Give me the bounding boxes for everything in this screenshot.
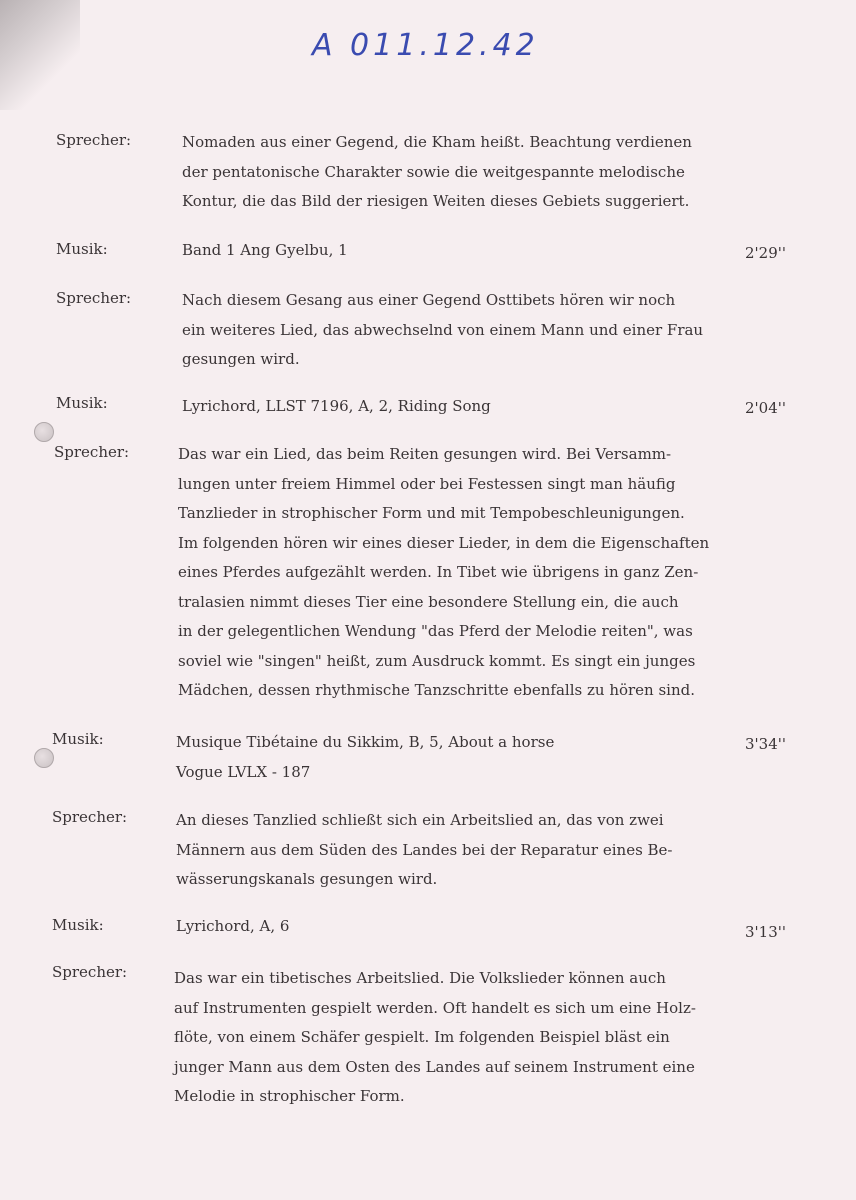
entry-text: Musique Tibétaine du Sikkim, B, 5, About a horse Vogue LVLX - 187 — [176, 733, 555, 781]
entry-label: Sprecher: — [56, 131, 132, 149]
entry-duration: 2'04'' — [744, 399, 786, 417]
entry-label: Sprecher: — [54, 443, 130, 461]
entry-text: Nomaden aus einer Gegend, die Kham heißt. Beachtung verdienen der pentatonische Charakter sowie die weitgespannte melodische Kontur, die das Bild der riesigen Weiten dieses Gebiets suggeriert. — [182, 133, 692, 210]
entry-duration: 2'29'' — [744, 244, 786, 262]
entry-label: Sprecher: — [56, 289, 132, 307]
entry-duration: 3'13'' — [744, 923, 786, 941]
entry-duration: 3'34'' — [744, 735, 786, 753]
scan-corner-shadow — [0, 0, 80, 110]
entry-label: Musik: — [56, 240, 108, 258]
punch-hole — [34, 748, 54, 768]
entry-label: Musik: — [52, 730, 104, 748]
entry-text: Nach diesem Gesang aus einer Gegend Osttibets hören wir noch ein weiteres Lied, das abwechselnd von einem Mann und einer Frau gesungen wird. — [182, 291, 704, 368]
entry-label: Sprecher: — [52, 808, 128, 826]
entry-text: Das war ein tibetisches Arbeitslied. Die Volkslieder können auch auf Instrumenten gespielt werden. Oft handelt es sich um eine Holz- flöte, von einem Schäfer gespielt. Im folgenden Beispiel bläst ein junger Mann aus dem Osten des Landes auf seinem Instrument eine Melodie in strophischer Form. — [174, 969, 696, 1105]
entry-text: Das war ein Lied, das beim Reiten gesungen wird. Bei Versamm- lungen unter freiem Himmel oder bei Festessen singt man häufig Tanzlieder in strophischer Form und mit Tempobeschleunigungen. Im folgenden hören wir eines dieser Lieder, in dem die Eigenschaften eines Pferdes aufgezählt werden. In Tibet wie übrigens in ganz Zen- tralasien nimmt dieses Tier eine besondere Stellung ein, die auch in der gelegentlichen Wendung "das Pferd der Melodie reiten", was soviel wie "singen" heißt, zum Ausdruck kommt. Es singt ein junges Mädchen, dessen rhythmische Tanzschritte ebenfalls zu hören sind. — [178, 445, 710, 699]
entry-text: An dieses Tanzlied schließt sich ein Arbeitslied an, das von zwei Männern aus dem Süden des Landes bei der Reparatur eines Be- wässerungskanals gesungen wird. — [176, 811, 673, 888]
entry-label: Musik: — [52, 916, 104, 934]
entry-text: Band 1 Ang Gyelbu, 1 — [182, 241, 348, 259]
entry-text: Lyrichord, LLST 7196, A, 2, Riding Song — [182, 397, 491, 415]
entry-label: Musik: — [56, 394, 108, 412]
archive-number: A 011.12.42 — [312, 28, 539, 63]
entry-text: Lyrichord, A, 6 — [176, 917, 290, 935]
punch-hole — [34, 422, 54, 442]
entry-label: Sprecher: — [52, 963, 128, 981]
